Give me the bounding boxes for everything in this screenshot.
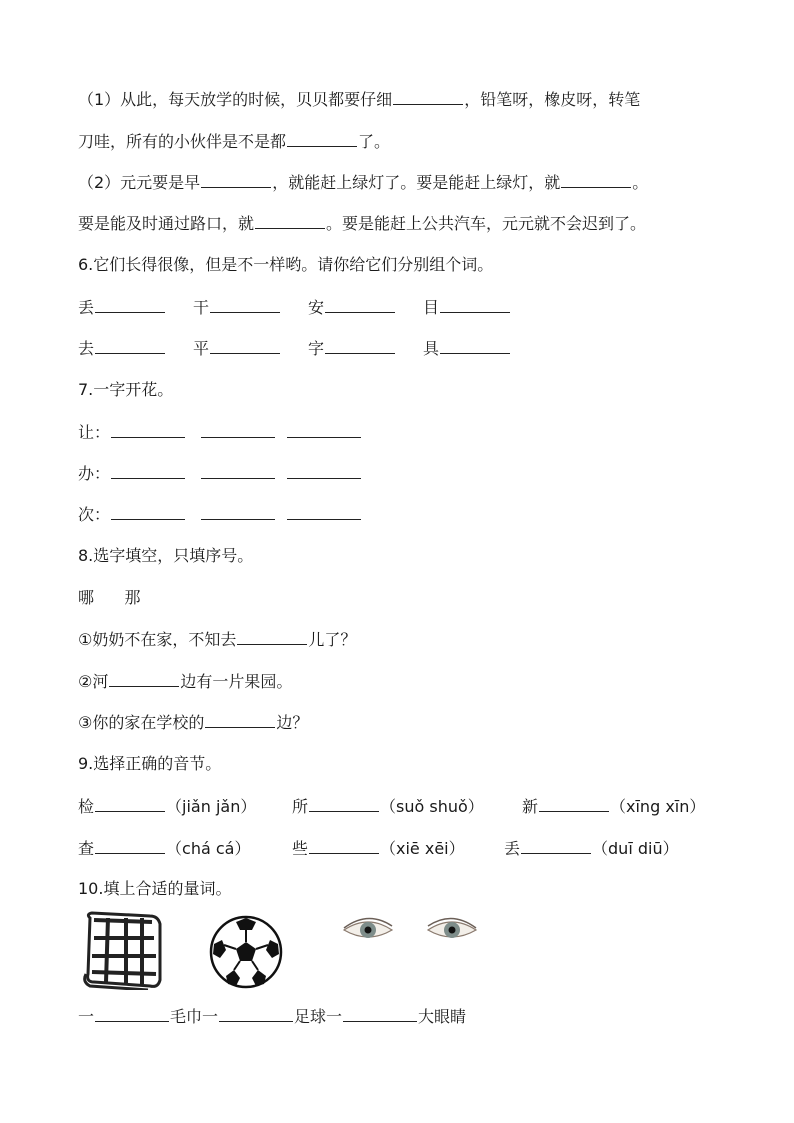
answer-blank[interactable] [201, 421, 275, 438]
answer-blank[interactable] [95, 795, 165, 812]
q8-title: 8.选字填空，只填序号。 [78, 546, 254, 565]
answer-blank[interactable] [440, 296, 510, 313]
q5-p2-line2: 要是能及时通过路口，就 。要是能赶上公共汽车，元元就不会迟到了。 [78, 214, 647, 233]
answer-blank[interactable] [205, 711, 275, 728]
answer-blank[interactable] [111, 462, 185, 479]
answer-blank[interactable] [287, 462, 361, 479]
q6-row1: 丢 干 安 目 [78, 296, 511, 319]
answer-blank[interactable] [95, 1005, 169, 1022]
answer-blank[interactable] [111, 421, 185, 438]
answer-blank[interactable] [201, 503, 275, 520]
answer-blank[interactable] [95, 296, 165, 313]
answer-blank[interactable] [219, 1005, 293, 1022]
q8-sentence-3: ③你的家在学校的 边？ [78, 713, 309, 732]
answer-blank[interactable] [440, 337, 510, 354]
q8-options: 哪 那 [78, 588, 141, 607]
q8-sentence-1: ①奶奶不在家，不知去 儿了？ [78, 630, 357, 649]
answer-blank[interactable] [210, 337, 280, 354]
q7-row-2: 办： [78, 462, 362, 485]
q9-title: 9.选择正确的音节。 [78, 754, 222, 773]
q9-row1: 检 （jiǎn jǎn） 所 （suǒ shuǒ） 新 （xīng xīn） [78, 797, 706, 816]
answer-blank[interactable] [561, 171, 631, 188]
q5-p1-line2: 刀哇，所有的小伙伴是不是都 了。 [78, 132, 391, 151]
q10-title: 10.填上合适的量词。 [78, 879, 232, 898]
answer-blank[interactable] [287, 503, 361, 520]
answer-blank[interactable] [237, 628, 307, 645]
answer-blank[interactable] [111, 503, 185, 520]
q7-title: 7.一字开花。 [78, 380, 174, 399]
q8-sentence-2: ②河 边有一片果园。 [78, 672, 293, 691]
answer-blank[interactable] [325, 337, 395, 354]
q7-row-3: 次： [78, 503, 362, 526]
answer-blank[interactable] [287, 130, 357, 147]
answer-blank[interactable] [521, 837, 591, 854]
q6-row2: 去 平 字 具 [78, 337, 511, 360]
answer-blank[interactable] [325, 296, 395, 313]
q5-p2-line1: （2）元元要是早 ，就能赶上绿灯了。要是能赶上绿灯，就 。 [78, 173, 649, 192]
answer-blank[interactable] [393, 88, 463, 105]
answer-blank[interactable] [201, 462, 275, 479]
towel-image [80, 910, 164, 990]
answer-blank[interactable] [210, 296, 280, 313]
q7-row-1: 让： [78, 421, 362, 444]
q5-p1-line1: （1）从此，每天放学的时候，贝贝都要仔细 ，铅笔呀，橡皮呀，转笔 [78, 90, 641, 109]
answer-blank[interactable] [109, 670, 179, 687]
q10-answer-line: 一 毛巾一 足球一 大眼睛 [78, 1007, 467, 1026]
q6-title: 6.它们长得很像，但是不一样哟。请你给它们分别组个词。 [78, 255, 494, 274]
answer-blank[interactable] [309, 795, 379, 812]
answer-blank[interactable] [95, 837, 165, 854]
answer-blank[interactable] [201, 171, 271, 188]
answer-blank[interactable] [255, 212, 325, 229]
answer-blank[interactable] [287, 421, 361, 438]
answer-blank[interactable] [539, 795, 609, 812]
soccer-ball-image [208, 914, 284, 990]
answer-blank[interactable] [309, 837, 379, 854]
eyes-image [340, 912, 480, 948]
answer-blank[interactable] [95, 337, 165, 354]
answer-blank[interactable] [343, 1005, 417, 1022]
q9-row2: 查 （chá cá） 些 （xiē xēi） 丢 （duī diū） [78, 839, 679, 858]
